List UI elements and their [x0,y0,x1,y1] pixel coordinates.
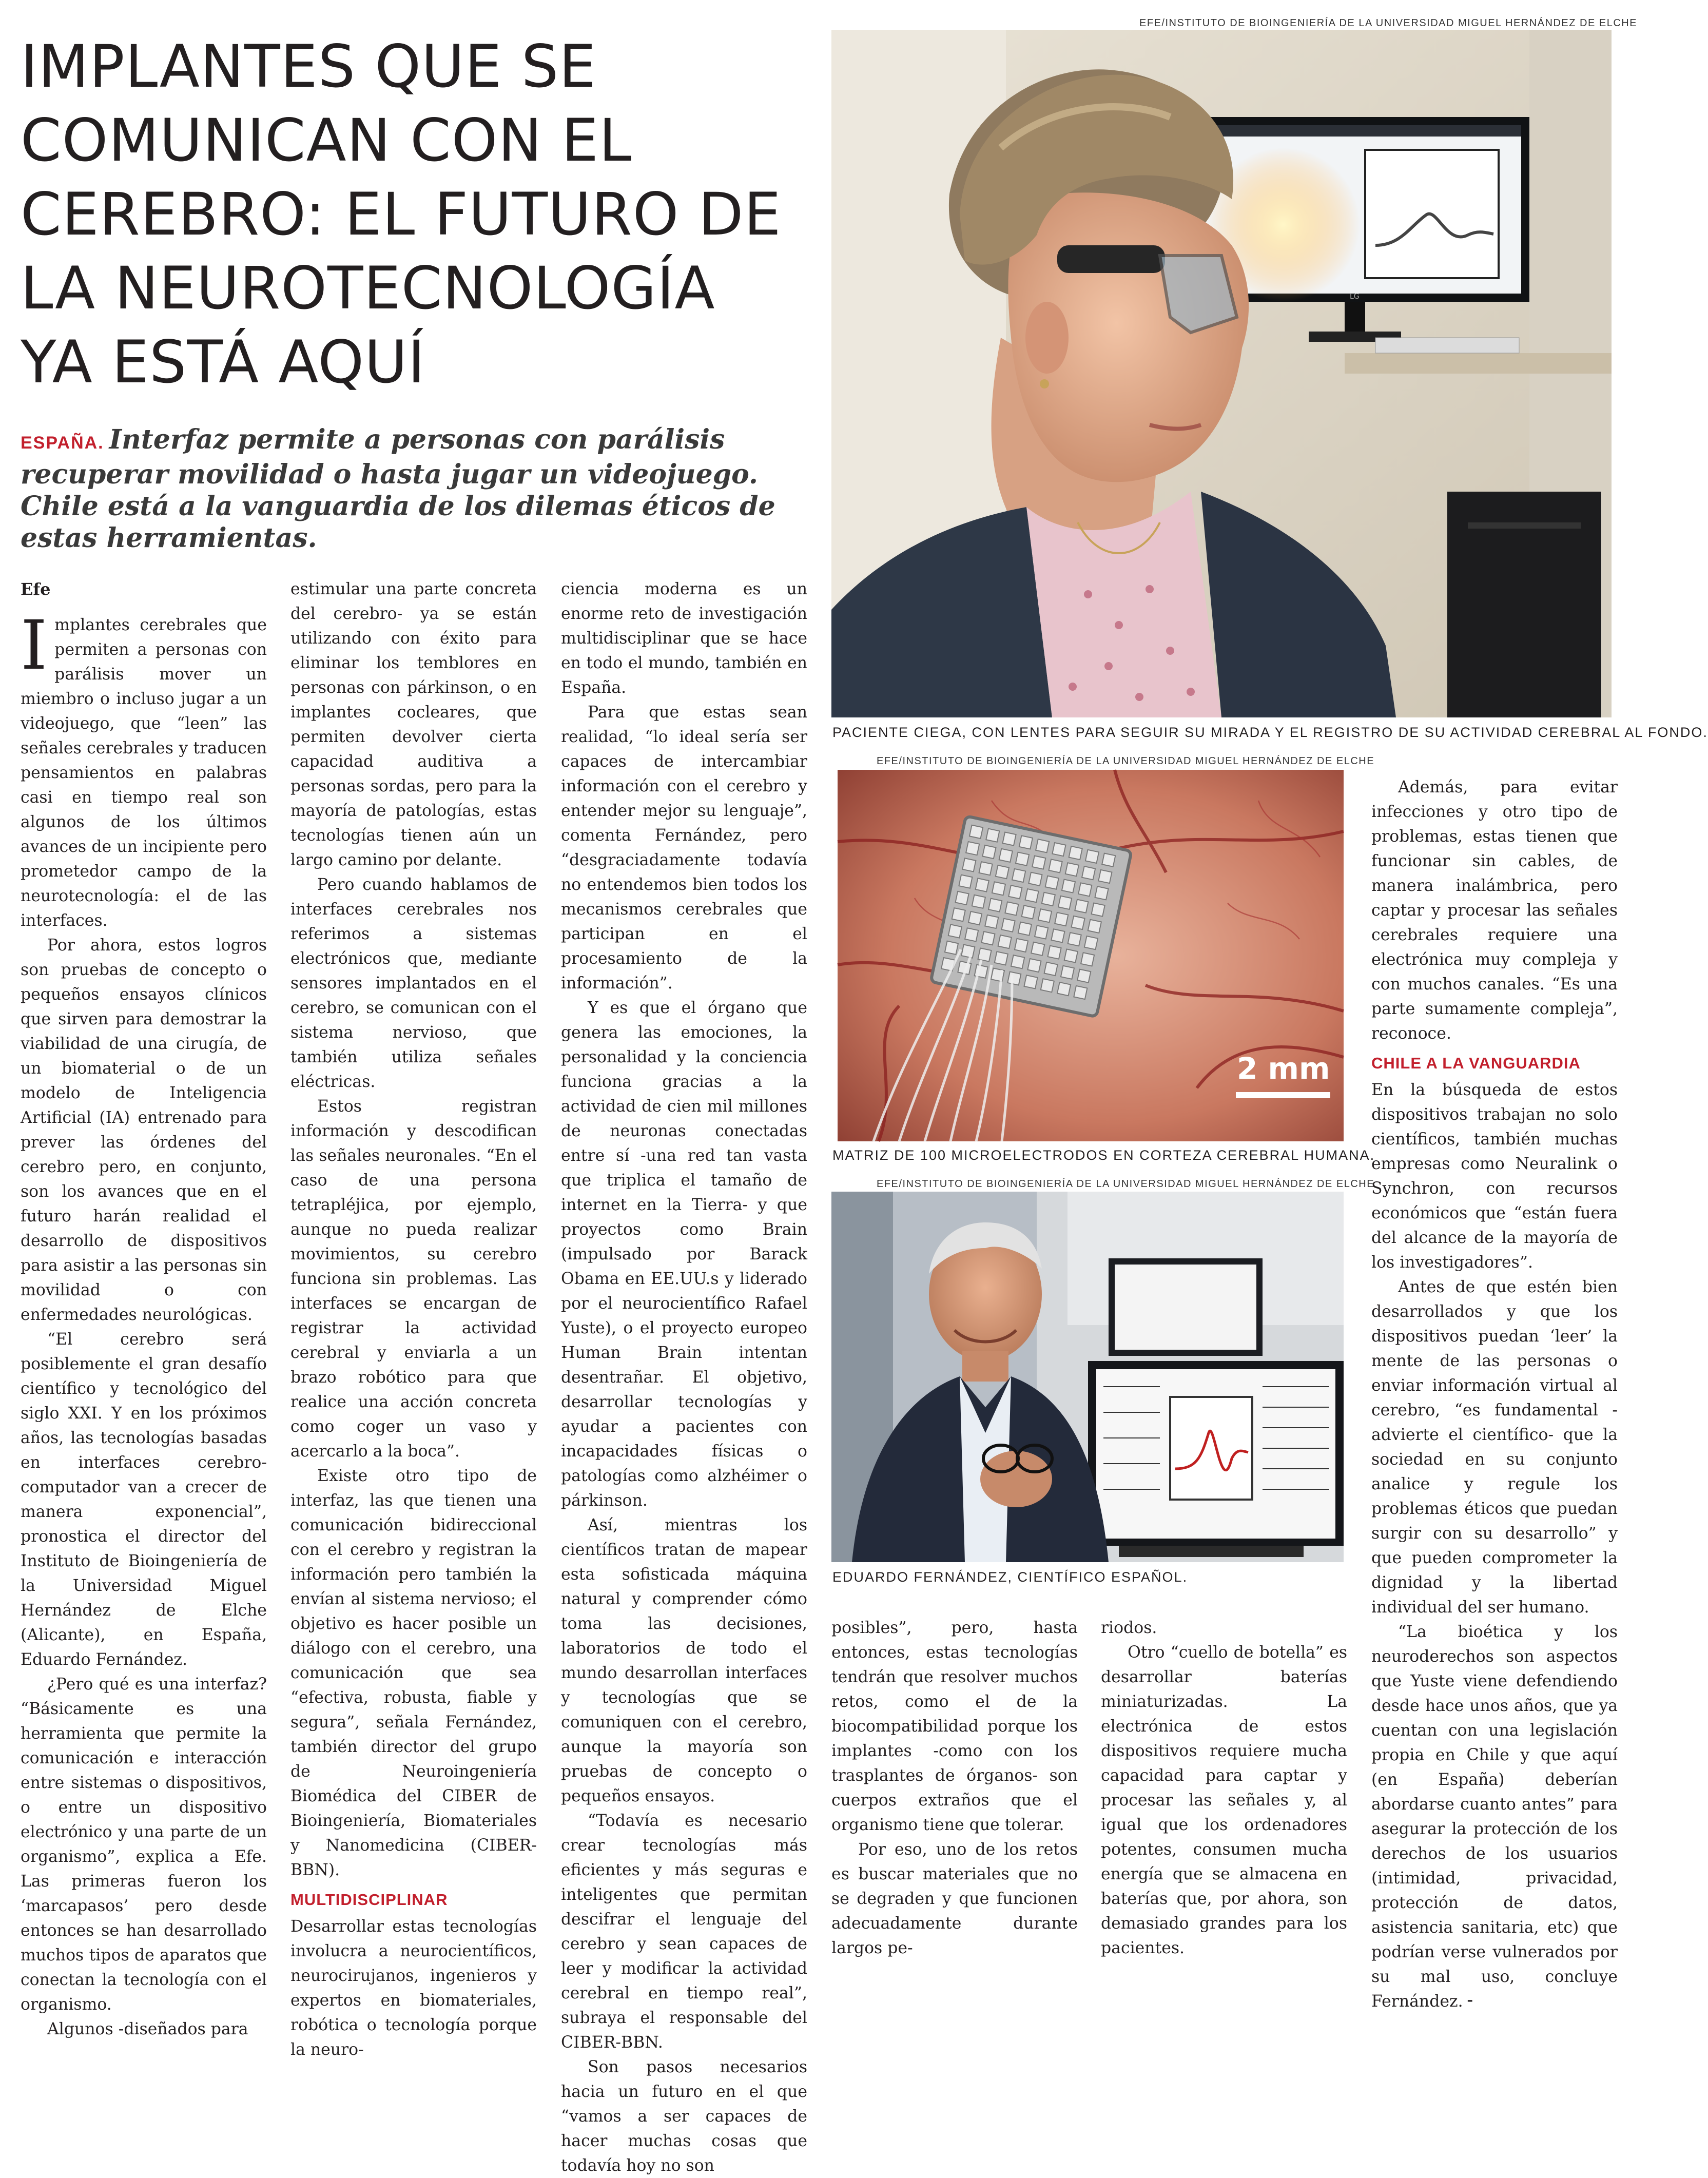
article-column-3 [561,577,807,2178]
photo-caption: PACIENTE CIEGA, CON LENTES PARA SEGUIR SU MIRADA Y EL REGISTRO DE SU ACTIVIDAD CEREBRAL AL FONDO. [832,725,1708,740]
article-paragraph: Existe otro tipo de interfaz, las que tienen una comunicación bidireccional con el cerebro y registran la información pero también la envían al sistema nervioso; el objetivo es hacer posible un diálogo con el cerebro, una comunicación que sea “efectiva, robusta, fiable y segura”, señala Fernández, también director del grupo de Neuroingeniería Biomédica del CIBER de Bioingeniería, Biomateriales y Nanomedicina (CIBER-BBN). [290,1467,537,1879]
scale-bar-label: 2 mm [1237,1051,1330,1086]
patient-photo [831,30,1612,717]
photo-credit: EFE/INSTITUTO DE BIOINGENIERÍA DE LA UNIVERSIDAD MIGUEL HERNÁNDEZ DE ELCHE [1139,17,1638,29]
article-paragraph: Y es que el órgano que genera las emociones, la personalidad y la conciencia funciona gracias a la actividad de cien mil millones de neuronas conectadas entre sí -una red tan vasta que triplica el tamaño de internet en la Tierra- y que proyectos como Brain (impulsado por Barack Obama en EE.UU.s y liderado por el neurocientífico Rafael Yuste), o el proyecto europeo Human Brain intentan desentrañar. El objetivo, desarrollar tecnologías y ayudar a pacientes con incapacidades físicas o patologías como alzhéimer o párkinson. [561,999,807,1510]
article-paragraph: Por eso, uno de los retos es buscar materiales que no se degraden y que funcionen adecuadamente durante largos pe- [831,1840,1078,1957]
article-paragraph: Otro “cuello de botella” es desarrollar baterías miniaturizadas. La electrónica de estos dispositivos requiere mucha capacidad para captar y procesar las señales y, al igual que los ordenadores potentes, consumen mucha energía que se almacena en baterías que, por ahora, son demasiado grandes para los pacientes. [1101,1643,1347,1957]
standfirst-text: Interfaz permite a personas con parálisis recuperar movilidad o hasta jugar un videojuego. Chile está a la vanguardia de los dilemas éticos de estas herramientas. [21,424,775,554]
article-paragraph: ¿Pero qué es una interfaz? “Básicamente es una herramienta que permite la comunicación e interacción entre sistemas o dispositivos, o entre un dispositivo electrónico y una parte de un organismo”, explica a Efe. Las primeras fueron los ‘marcapasos’ pero desde entonces se han desarrollado muchos tipos de aparatos que conectan la tecnología con el organismo. [21,1675,267,2014]
article-paragraph: Para que estas sean realidad, “lo ideal sería ser capaces de intercambiar información con el cerebro y entender mejor su lenguaje”, comenta Fernández, pero “desgraciadamente todavía no entendemos bien todos los mecanismos cerebrales que participan en el procesamiento de la información”. [561,703,807,993]
article-paragraph: ciencia moderna es un enorme reto de investigación multidisciplinar que se hace en todo el mundo, también en España. [561,580,807,697]
article-paragraph: estimular una parte concreta del cerebro- ya se están utilizando con éxito para eliminar los temblores en personas con párkinson, o en implantes cocleares, que permiten devolver cierta capacidad auditiva a personas sordas, pero para la mayoría de patologías, estas tecnologías tienen aún un largo camino por delante. [290,580,537,869]
article-paragraph: “Todavía es necesario crear tecnologías más eficientes y más seguras e inteligentes que permitan descifrar el lenguaje del cerebro y sean capaces de leer y modificar la actividad cerebral en tiempo real”, subraya el responsable del CIBER-BBN. [561,1812,807,2052]
section-subhead: CHILE A LA VANGUARDIA [1371,1054,1581,1072]
article-paragraph: Algunos -diseñados para [47,2020,248,2038]
headline [21,30,821,399]
photo-credit: EFE/INSTITUTO DE BIOINGENIERÍA DE LA UNIVERSIDAD MIGUEL HERNÁNDEZ DE ELCHE [877,755,1375,767]
section-subhead: MULTIDISCIPLINAR [290,1891,448,1909]
photo-caption: MATRIZ DE 100 MICROELECTRODOS EN CORTEZA CEREBRAL HUMANA. [832,1148,1375,1163]
end-of-article-mark: ⁃ [1466,1993,1474,2011]
headline-line: CEREBRO: EL FUTURO DE [21,180,782,248]
monitor-brand: LG [1350,293,1360,301]
article-column-2 [290,577,537,2062]
article-paragraph: “El cerebro será posiblemente el gran desafío científico y tecnológico del siglo XXI. Y en los próximos años, las tecnologías basadas en interfaces cerebro-computador van a crecer de manera exponencial”, pronostica el director del Instituto de Bioingeniería de la Universidad Miguel Hernández de Elche (Alicante), en España, Eduardo Fernández. [21,1330,267,1669]
article-paragraph: Pero cuando hablamos de interfaces cerebrales nos referimos a sistemas electrónicos que, mediante sensores implantados en el cerebro, se comunican con el sistema nervioso, que también utiliza señales eléctricas. [290,876,537,1091]
headline-line: COMUNICAN CON EL [21,106,632,174]
headline-line: IMPLANTES QUE SE [21,32,597,101]
headline-line: LA NEUROTECNOLOGÍA [21,254,715,322]
headline-line: YA ESTÁ AQUÍ [21,328,426,396]
article-paragraph: Estos registran información y descodifican las señales neuronales. “En el caso de una persona tetrapléjica, por ejemplo, aunque no pueda realizar movimientos, su cerebro funciona sin problemas. Las interfaces se encargan de registrar la actividad cerebral y enviarla a un brazo robótico para que realice una acción concreta como coger un vaso y acercarlo a la boca”. [290,1097,537,1461]
article-paragraph: Por ahora, estos logros son pruebas de concepto o pequeños ensayos clínicos que sirven para demostrar la viabilidad de una cirugía, de un biomaterial o de un modelo de Inteligencia Artificial (IA) entrenado para prever las órdenes del cerebro pero, en conjunto, son los avances que en el futuro harán realidad el desarrollo de dispositivos para asistir a las personas sin movilidad o con enfermedades neurológicas. [21,936,267,1324]
scientist-portrait-photo [831,1192,1344,1562]
microelectrode-array-photo [838,770,1344,1141]
article-paragraph: Antes de que estén bien desarrollados y que los dispositivos puedan ‘leer’ la mente de las personas o enviar información virtual al cerebro, “es fundamental -advierte el científico- que la sociedad en su conjunto analice y regule los problemas éticos que puedan surgir con su desarrollo” y que pueden comprometer la dignidad y la libertad individual del ser humano. [1371,1278,1618,1617]
article-paragraph: Además, para evitar infecciones y otro tipo de problemas, estas tienen que funcionar sin cables, de manera inalámbrica, pero captar y procesar las señales cerebrales requiere una electrónica muy compleja y con muchos canales. “Es una parte sumamente compleja”, reconoce. [1371,778,1618,1043]
article-column-5 [1101,1616,1347,1960]
location-kicker: ESPAÑA. [21,433,104,453]
article-paragraph: “La bioética y los neuroderechos son aspectos que Yuste viene defendiendo desde hace unos años, que ya cuentan con una legislación propia en Chile y que aquí (en España) deberían abordarse cuanto antes” para asegurar la protección de los derechos de los usuarios (intimidad, privacidad, protección de datos, asistencia sanitaria, etc) que podrían verse vulnerados por su mal uso, concluye Fernández. ⁃ [1371,1623,1618,2011]
article-column-1 [21,577,267,2041]
article-paragraph: Desarrollar estas tecnologías involucra a neurocientíficos, neurocirujanos, ingenieros y expertos en biomateriales, robótica o tecnología porque la neuro- [290,1917,537,2059]
photo-credit: EFE/INSTITUTO DE BIOINGENIERÍA DE LA UNIVERSIDAD MIGUEL HERNÁNDEZ DE ELCHE [877,1178,1375,1190]
article-paragraph: riodos. [1101,1619,1157,1637]
standfirst [21,424,801,554]
lead-paragraph: Implantes cerebrales que permiten a personas con parálisis mover un miembro o incluso jugar a un videojuego, que “leen” las señales cerebrales y traducen pensamientos en palabras casi en tiempo real son algunos de los últimos avances de un incipiente pero prometedor campo de la neurotecnología: el de las interfaces. [21,606,267,930]
article-paragraph: En la búsqueda de estos dispositivos trabajan no solo científicos, también muchas empresas como Neuralink o Synchron, con recursos económicos que “están fuera del alcance de la mayoría de los investigadores”. [1371,1081,1618,1272]
article-paragraph: posibles”, pero, hasta entonces, estas tecnologías tendrán que resolver muchos retos, como el de la biocompatibilidad porque los implantes -como con los trasplantes de órganos- son cuerpos extraños que el organismo tiene que tolerar. [831,1619,1078,1834]
article-column-4 [831,1616,1078,1960]
article-paragraph: Así, mientras los científicos tratan de mapear esta sofisticada máquina natural y comprender cómo toma las decisiones, laboratorios de todo el mundo desarrollan interfaces y tecnologías que se comuniquen con el cerebro, aunque la mayoría son pruebas de concepto o pequeños ensayos. [561,1516,807,1805]
byline: Efe [21,579,51,599]
article-column-6 [1371,775,1618,2014]
photo-caption: EDUARDO FERNÁNDEZ, CIENTÍFICO ESPAÑOL. [832,1569,1188,1585]
article-paragraph: Son pasos necesarios hacia un futuro en el que “vamos a ser capaces de hacer muchas cosas que todavía hoy no son [561,2058,807,2175]
